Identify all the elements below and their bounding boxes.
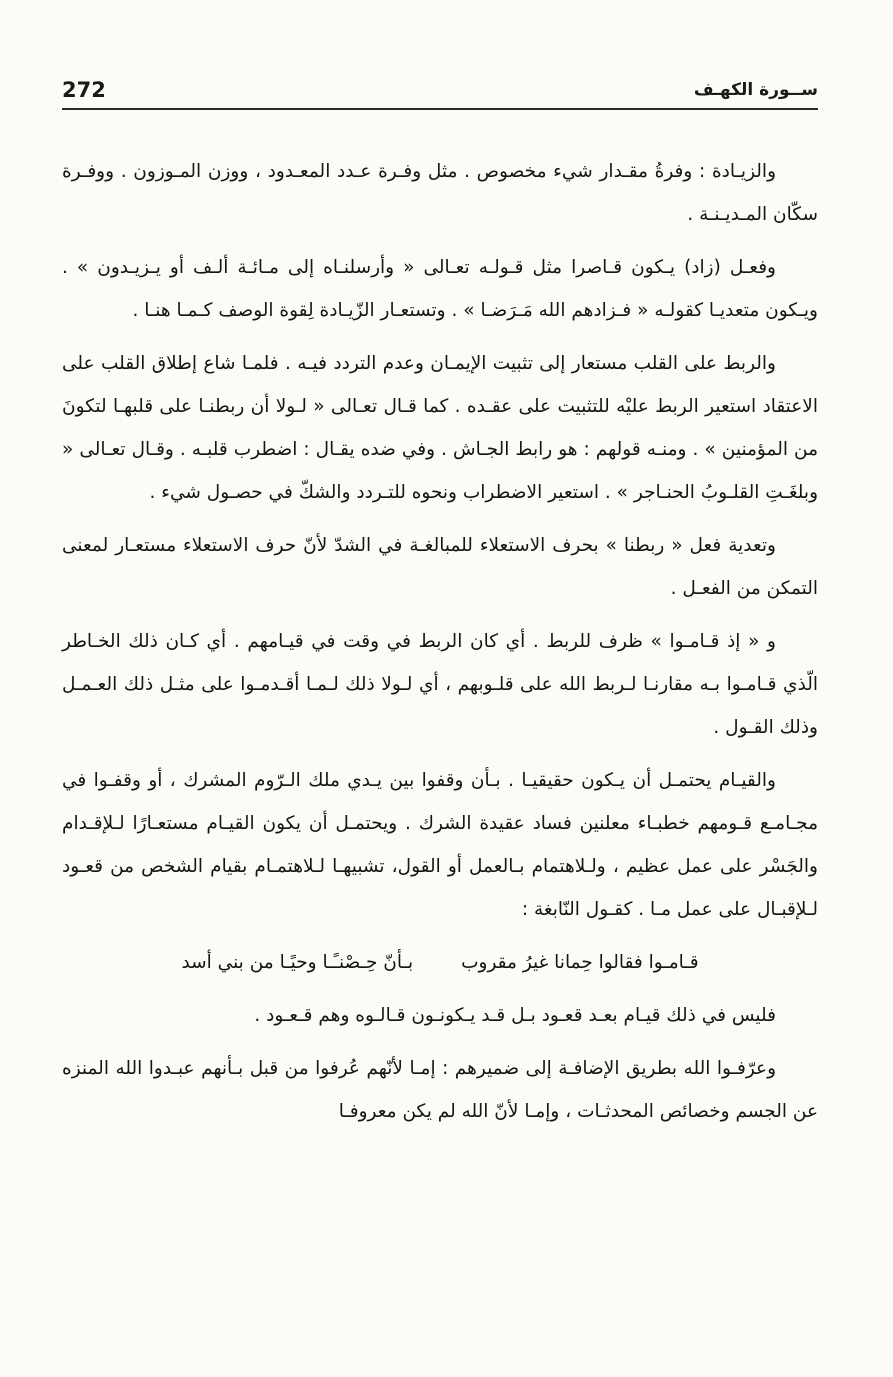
verse-first-hemistich: قـامـوا فقالوا حِمانا غيرُ مقروب bbox=[461, 952, 699, 973]
paragraph-idafa: وعرّفـوا الله بطريق الإضافـة إلى ضميرهم : إمـا لأنّهم عُرفوا من قبل بـأنهم عبـدوا الله المنزه عن الجسم وخصائص المحدثـات ، وإمـا لأنّ الله لم يكن معروفـا bbox=[62, 1058, 818, 1122]
paragraph-qiyam: والقيـام يحتمـل أن يـكون حقيقيـا . بـأن وقفوا بين يـدي ملك الـرّوم المشرك ، أو وقفـوا في مجـامـع قـومهم خطبـاء معلنين فساد عقيدة الشرك . ويحتمـل أن يكون القيـام مستعـارًا لـلإقـدام والجَسْر على عمل عظيم ، ولـلاهتمام بـالعمل أو القول، تشبيهـا لـلاهتمـام بقيام الشخص من قعـود لـلإقبـال على عمل مـا . كقـول النّابغة : bbox=[62, 770, 818, 920]
paragraph-istila: وتعدية فعل « ربطنا » بحرف الاستعلاء للمبالغـة في الشدّ لأنّ حرف الاستعلاء مستعـار لمعنى التمكن من الفعـل . bbox=[62, 535, 818, 599]
poetry-verse bbox=[62, 941, 818, 984]
paragraph-ziyada-definition: والزيـادة : وفرةُ مقـدار شيء مخصوص . مثل وفـرة عـدد المعـدود ، ووزن المـوزون . ووفـرة سكّان المـديـنـة . bbox=[62, 161, 818, 225]
paragraph-rabt-qalb: والربط على القلب مستعار إلى تثبيت الإيمـان وعدم التردد فيـه . فلمـا شاع إطلاق القلب على الاعتقاد استعير الربط عليْه للتثبيت على عقـده . كما قـال تعـالى « لـولا أن ربطنـا على قلبهـا لتكونَ من المؤمنين » . ومنـه قولهم : هو رابط الجـاش . وفي ضده يقـال : اضطرب قلبـه . وقـال تعـالى « وبلغَـتِ القلـوبُ الحنـاجر » . استعير الاضطراب ونحوه للتـردد والشكّ في حصـول شيء . bbox=[62, 353, 818, 503]
paragraph-qu-ud: فليس في ذلك قيـام بعـد قعـود بـل قـد يـكونـون قـالـوه وهم قـعـود . bbox=[254, 1005, 776, 1026]
verse-second-hemistich: بـأنّ حِـصْنـًـا وحيًـا من بني أسد bbox=[181, 952, 414, 973]
running-title: ســورة الكهـف bbox=[693, 80, 818, 100]
paragraph-idh-qamu: و « إذ قـامـوا » ظرف للربط . أي كان الربط في وقت في قيـامهم . أي كـان ذلك الخـاطر الّذي قـامـوا بـه مقارنـا لـربط الله على قلـوبهم ، أي لـولا ذلك لـمـا أقـدمـوا على مثـل ذلك العـمـل وذلك القـول . bbox=[62, 631, 818, 738]
header-rule bbox=[62, 108, 818, 110]
page-body bbox=[62, 150, 818, 1143]
page-header bbox=[62, 78, 818, 108]
page-number: 272 bbox=[62, 78, 106, 102]
paragraph-zada-verb: وفعـل (زاد) يـكون قـاصرا مثل قـولـه تعـالى « وأرسلنـاه إلى مـائـة ألـف أو يـزيـدون » . ويـكون متعديـا كقولـه « فـزادهم الله مَـرَضـا » . وتستعـار الزّيـادة لِقوة الوصف كـمـا هنـا . bbox=[62, 257, 818, 321]
